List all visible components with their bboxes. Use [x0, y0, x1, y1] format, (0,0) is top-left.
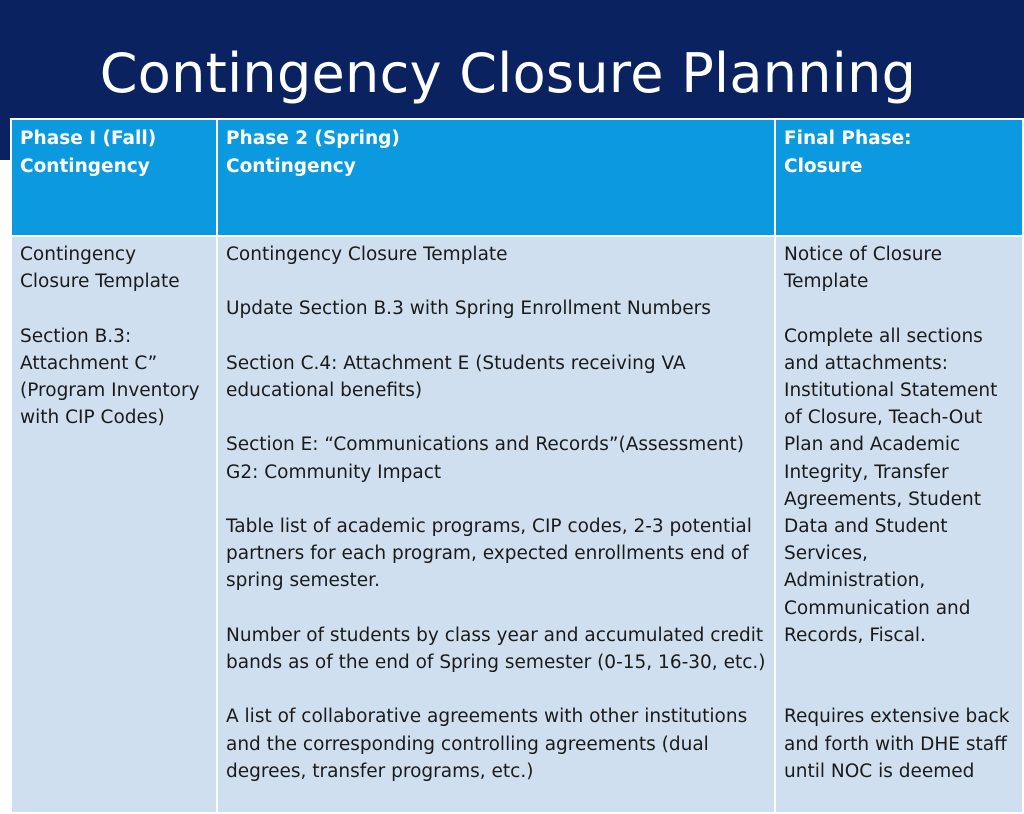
cell-text: Number of students by class year and accumulated credit bands as of the end of Spring semester (0-15, 16-30, etc.): [226, 624, 766, 673]
cell-text: Contingency Closure Template: [226, 244, 508, 265]
cell-text: Section B.3: Attachment C” (Program Inventory with CIP Codes): [20, 325, 200, 429]
header-final-phase: [775, 119, 1023, 236]
cell-text: Update Section B.3 with Spring Enrollment Numbers: [226, 298, 711, 320]
slide-title: Contingency Closure Planning: [99, 42, 917, 105]
header-phase-1: [11, 119, 217, 236]
table-container: [10, 118, 1022, 782]
cell-text: Requires extensive back and forth with DHE staff until NOC is deemed: [784, 706, 1010, 782]
phase-table: [10, 118, 1024, 814]
table-row: [11, 236, 1023, 813]
cell-final-phase: [775, 236, 1023, 813]
cell-text: A list of collaborative agreements with other institutions and the corresponding controlling agreements (dual degrees, transfer programs, etc.): [226, 706, 748, 782]
cell-text: Notice of Closure Template: [784, 244, 943, 293]
header-phase-2-line1: Phase 2 (Spring): [226, 128, 400, 149]
cell-text: Table list of academic programs, CIP codes, 2-3 potential partners for each program, expected enrollments end of spring semester.: [226, 515, 752, 592]
header-final-phase-line2: Closure: [784, 155, 863, 177]
table-header-row: [11, 119, 1023, 236]
cell-text: Section C.4: Attachment E (Students receiving VA educational benefits): [226, 352, 686, 401]
cell-text: Contingency Closure Template: [20, 244, 180, 293]
header-phase-2: [217, 119, 775, 236]
cell-text: Complete all sections and attachments: Institutional Statement of Closure, Teach-Out Plan and Academic Integrity, Transfer Agreements, Student Data and Student Services, Administration, Communication and Records, Fiscal.: [784, 325, 998, 646]
cell-phase-1: [11, 236, 217, 813]
cell-text: Section E: “Communications and Records”(Assessment) G2: Community Impact: [226, 434, 744, 483]
header-final-phase-line1: Final Phase:: [784, 128, 912, 149]
header-phase-2-line2: Contingency: [226, 155, 356, 177]
cell-phase-2: [217, 236, 775, 813]
header-phase-1-line1: Phase I (Fall): [20, 128, 157, 149]
header-phase-1-line2: Contingency: [20, 155, 150, 177]
